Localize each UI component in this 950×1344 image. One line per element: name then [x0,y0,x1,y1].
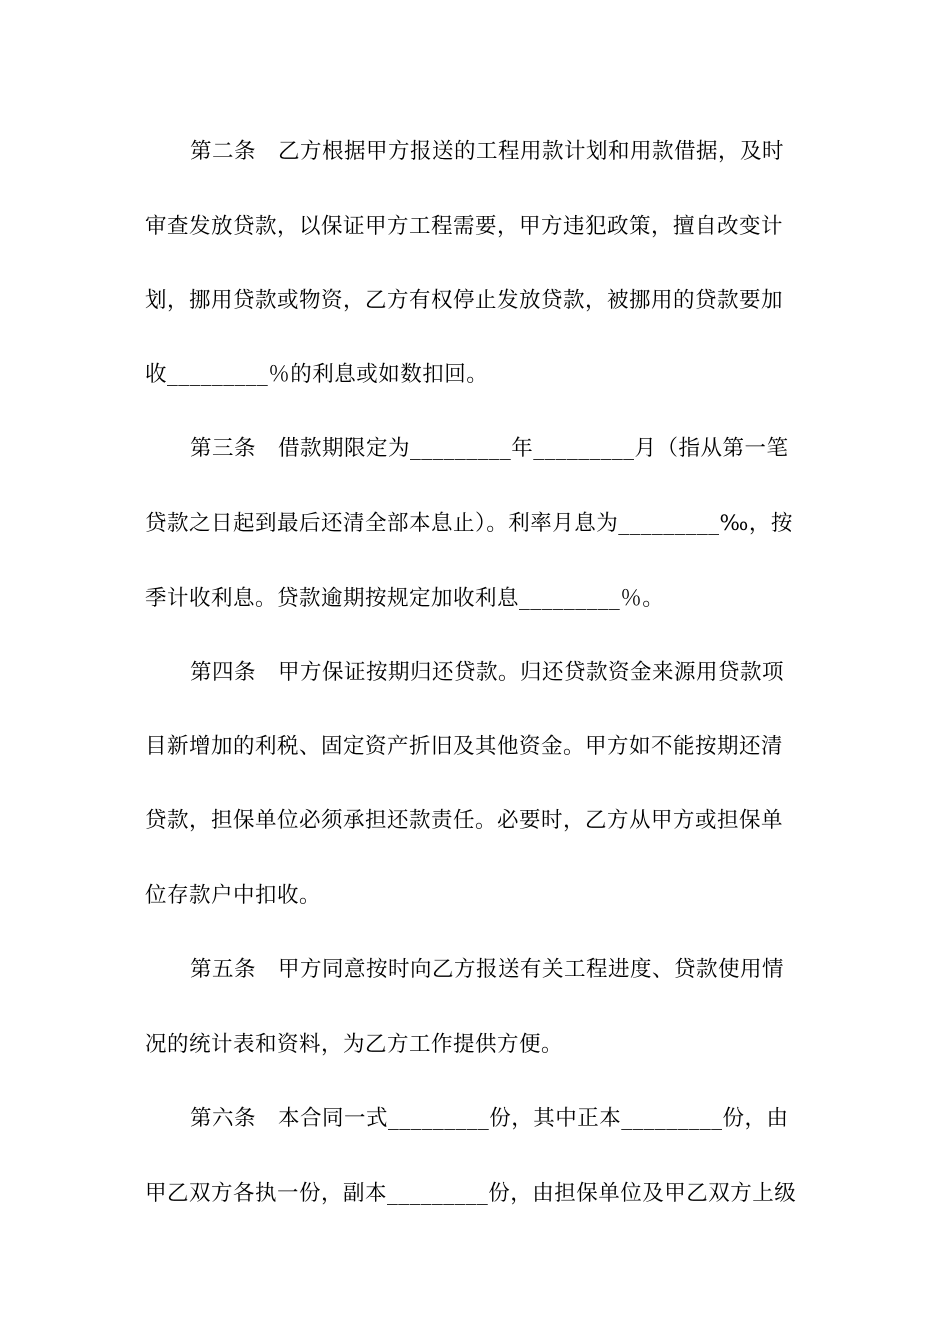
article-4-line-3: 贷款，担保单位必须承担还款责任。必要时，乙方从甲方或担保单 [145,808,784,833]
article-4-line-2: 目新增加的利税、固定资产折旧及其他资金。甲方如不能按期还清 [145,734,784,759]
article-6-line-1: 第六条 本合同一式_________份，其中正本_________份，由 [190,1106,789,1131]
article-3-line-1: 第三条 借款期限定为_________年_________月（指从第一笔 [190,436,789,461]
article-5-line-1: 第五条 甲方同意按时向乙方报送有关工程进度、贷款使用情 [190,957,785,982]
article-2-line-4: 收_________％的利息或如数扣回。 [145,362,489,387]
article-4-line-1: 第四条 甲方保证按期归还贷款。归还贷款资金来源用贷款项 [190,660,785,685]
article-2-line-3: 划，挪用贷款或物资，乙方有权停止发放贷款，被挪用的贷款要加 [145,288,784,313]
article-2-line-1: 第二条 乙方根据甲方报送的工程用款计划和用款借据，及时 [190,139,785,164]
article-3-line-2: 贷款之日起到最后还清全部本息止）。利率月息为_________‰，按 [145,511,793,536]
article-2-line-2: 审查发放贷款，以保证甲方工程需要，甲方违犯政策，擅自改变计 [145,214,784,239]
article-6-line-2: 甲乙双方各执一份，副本_________份，由担保单位及甲乙双方上级 [145,1181,797,1206]
article-4-line-4: 位存款户中扣收。 [145,883,322,908]
article-5-line-2: 况的统计表和资料，为乙方工作提供方便。 [145,1032,564,1057]
article-3-line-3: 季计收利息。贷款逾期按规定加收利息_________％。 [145,586,665,611]
